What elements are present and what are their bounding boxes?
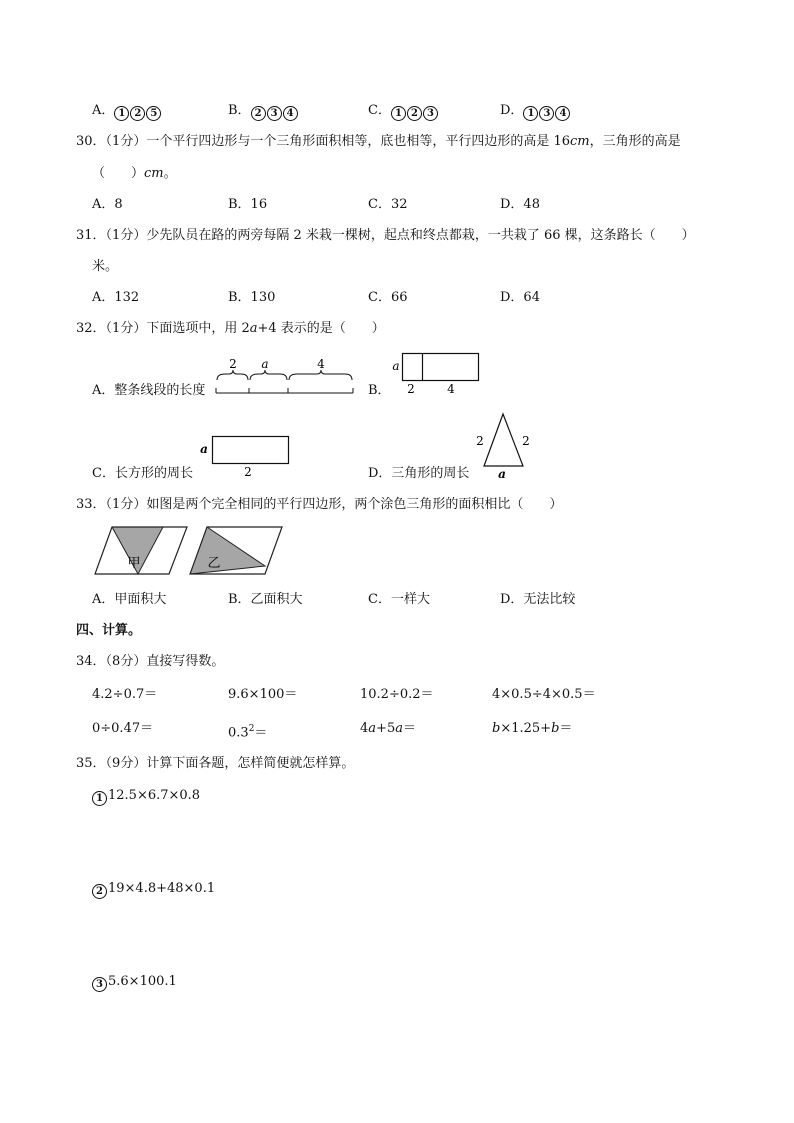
q34-item: 4a+5a＝ — [360, 721, 416, 736]
q34-item: b×1.25+b＝ — [492, 721, 573, 736]
q33-stem: 33．（1分）如图是两个完全相同的平行四边形，两个涂色三角形的面积相比（ ） — [76, 497, 563, 512]
q34-item: 4.2÷0.7＝ — [92, 687, 158, 702]
circled-number: 5 — [146, 106, 161, 121]
circled-number: 2 — [130, 106, 145, 121]
circled-number: 2 — [407, 106, 422, 121]
segment-label-4: 4 — [317, 357, 325, 371]
brace-3 — [289, 370, 352, 380]
circled-number: 2 — [92, 884, 107, 899]
q31-option-b[interactable]: B．130 — [228, 290, 276, 305]
q34-item: 4×0.5÷4×0.5＝ — [492, 687, 596, 702]
rectangle — [403, 354, 479, 381]
q35-item-3: 3 5.6×100.1 — [92, 974, 177, 992]
segment-label-2: 2 — [229, 357, 237, 371]
q31-stem: 31．（1分）少先队员在路的两旁每隔 2 米栽一棵树，起点和终点都栽，一共栽了 66 棵，这条路长（ ） — [76, 228, 695, 243]
circled-number: 4 — [555, 106, 570, 121]
q32-option-d-label[interactable]: D．三角形的周长 — [368, 466, 470, 481]
q31-option-d[interactable]: D．64 — [500, 290, 540, 305]
label-jia: 甲 — [127, 556, 141, 571]
q30-option-a[interactable]: A．8 — [92, 197, 123, 212]
q33-option-d[interactable]: D．无法比较 — [500, 592, 576, 607]
q29-option-d[interactable]: D． 1 3 4 — [500, 103, 571, 121]
q30-option-c[interactable]: C．32 — [368, 197, 408, 212]
circled-number: 1 — [92, 791, 107, 806]
triangle-diagram — [472, 410, 542, 482]
brace-2 — [250, 370, 287, 380]
q33-option-c[interactable]: C．一样大 — [368, 592, 430, 607]
svg-text:2: 2 — [244, 465, 252, 479]
q34-item: 0÷0.47＝ — [92, 721, 154, 736]
q33-option-a[interactable]: A．甲面积大 — [92, 592, 167, 607]
q30-option-d[interactable]: D．48 — [500, 197, 540, 212]
circled-number: 3 — [267, 106, 282, 121]
q34-item: $0.3^2=$ — [228, 724, 268, 741]
rectangle — [213, 437, 289, 464]
circled-number: 3 — [423, 106, 438, 121]
rectangle-split-diagram — [386, 350, 486, 400]
circled-number: 1 — [114, 106, 129, 121]
q32-option-a-label[interactable]: A．整条线段的长度 — [92, 383, 206, 398]
svg-text:a: a — [392, 359, 400, 373]
svg-text:2: 2 — [522, 434, 530, 448]
circled-number: 3 — [92, 977, 107, 992]
q29-option-c[interactable]: C． 1 2 3 — [368, 103, 439, 121]
q31-option-c[interactable]: C．66 — [368, 290, 408, 305]
circled-number: 4 — [283, 106, 298, 121]
svg-text:a: a — [498, 467, 506, 481]
q30-stem-line2: （ ）cm。 — [92, 166, 177, 181]
q30-stem: 30．（1分）一个平行四边形与一个三角形面积相等，底也相等，平行四边形的高是 16cm，三角形的高是 — [76, 134, 681, 149]
q35-stem: 35．（9分）计算下面各题，怎样简便就怎样算。 — [76, 756, 355, 771]
parallelograms-figure — [92, 524, 288, 580]
q34-item: 10.2÷0.2＝ — [360, 687, 434, 702]
circled-number: 2 — [251, 106, 266, 121]
svg-text:a: a — [200, 442, 208, 456]
circled-number: 1 — [391, 106, 406, 121]
circled-number: 1 — [523, 106, 538, 121]
svg-text:2: 2 — [407, 382, 415, 396]
segment-label-a: a — [261, 357, 269, 371]
q34-item: 9.6×100＝ — [228, 687, 298, 702]
q35-item-2: 2 19×4.8+48×0.1 — [92, 881, 215, 899]
triangle — [484, 414, 523, 466]
q35-item-1: 1 12.5×6.7×0.8 — [92, 788, 200, 806]
circled-number: 3 — [539, 106, 554, 121]
segment-diagram — [214, 352, 356, 396]
q32-option-b-label[interactable]: B． — [368, 383, 391, 398]
svg-text:4: 4 — [447, 382, 455, 396]
section-title: 四、计算。 — [76, 623, 142, 638]
label-yi: 乙 — [207, 556, 221, 571]
q32-stem: 32．（1分）下面选项中，用 2a+4 表示的是（ ） — [76, 321, 385, 336]
q31-option-a[interactable]: A．132 — [92, 290, 140, 305]
q32-option-c-label[interactable]: C．长方形的周长 — [92, 466, 193, 481]
q30-option-b[interactable]: B．16 — [228, 197, 268, 212]
q34-stem: 34．（8分）直接写得数。 — [76, 654, 225, 669]
svg-text:2: 2 — [476, 434, 484, 448]
q29-option-b[interactable]: B． 2 3 4 — [228, 103, 299, 121]
q29-option-a[interactable]: A． 1 2 5 — [92, 103, 162, 121]
rectangle-diagram — [196, 432, 296, 482]
q31-stem-line2: 米。 — [92, 259, 119, 274]
brace-1 — [217, 370, 248, 380]
q33-option-b[interactable]: B．乙面积大 — [228, 592, 303, 607]
